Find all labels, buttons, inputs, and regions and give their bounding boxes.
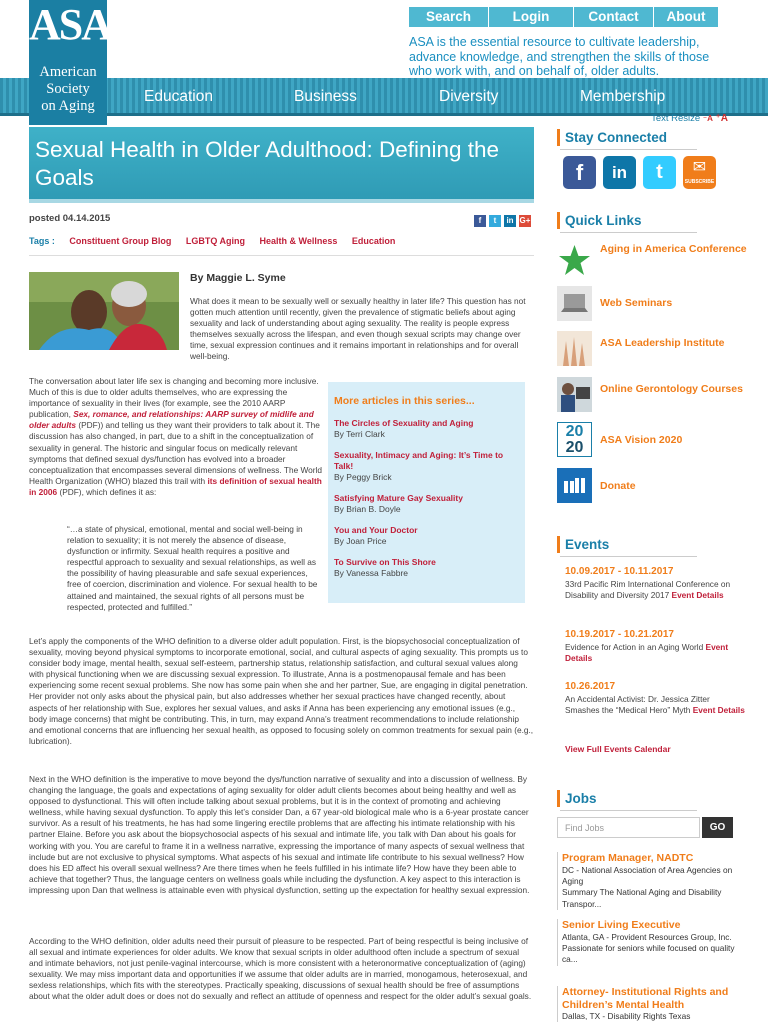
job-org: Atlanta, GA - Provident Resources Group, Inc. (562, 931, 732, 942)
series-article-link[interactable]: Sexuality, Intimacy and Aging: It’s Time to Talk! (334, 450, 504, 471)
author-byline: By Maggie L. Syme (190, 272, 286, 284)
article-intro: What does it mean to be sexually well or sexually healthy in later life? This question has not gotten much attention until recently, given the prevalence of stigmatic beliefs about aging sexuality and lack of understanding about aging sexuality. The reality is people express themselves sexually across the lifespan, and even though sexual scripts may change over time, sexual expression continues and it remains important in relationships and for overall well-being. (190, 296, 526, 361)
linkedin-icon[interactable]: in (603, 156, 636, 189)
series-article-author: By Joan Price (334, 536, 387, 546)
aarp-survey-link[interactable]: Sex, romance, and relationships: AARP survey of midlife and older adults (29, 409, 314, 431)
job-listing (557, 919, 747, 966)
site-header (0, 0, 768, 127)
event-item (565, 629, 745, 665)
tag-link[interactable]: Health & Wellness (259, 236, 338, 246)
article-paragraph: The conversation about later life sex is changing and becoming more inclusive. Much of this is due to older adults themselves, who are expressing the importance of sexuality in their lives (for example, see the 2010 AARP publication, Sex, romance, and relationships: AARP survey of midlife and older adults (PDF)) and telling us they want their providers to talk about it. The discussion has also changed, in part, due to a shift in the conceptualization of sexuality in general. The historic and singular focus on medically relevant symptoms that defined sexual dys/function has evolved into a broader conceptualization that encompasses several dimensions of wellness. The World Health Organization (WHO) blazed this trail with its definition of sexual health in 2006 (PDF), which defines it as: (29, 376, 323, 497)
text-resize-label: Text Resize (651, 113, 701, 124)
series-article-author: By Terri Clark (334, 429, 385, 439)
job-org: DC - National Association of Area Agencies on Aging (562, 864, 733, 886)
main-nav (0, 88, 768, 108)
login-link[interactable]: Login (489, 7, 574, 27)
quick-links-heading: Quick Links (557, 212, 697, 229)
events-heading: Events (557, 536, 697, 553)
nav-membership[interactable]: Membership (580, 88, 666, 105)
list-item (334, 557, 519, 579)
text-decrease-button[interactable]: ⁻A (702, 114, 713, 123)
divider (29, 255, 534, 256)
event-details-link[interactable]: Event Details (565, 641, 729, 663)
twitter-share-icon[interactable]: t (489, 215, 501, 227)
article-paragraph: Next in the WHO definition is the imperative to move beyond the dys/function narrative of sexuality and into a discussion of wellness. By changing the language, the goals and expectations of aging sexuality for older adult clients becomes about being healthy and well as opposed to dysfunctional. This will often include talking about sexual problems, but it is in the context of promoting and achieving wellness, while having sexual dysfunction. To apply this let’s consider Dan, a 67 year-old biological male who is a 6-year prostate cancer survivor. As a result of his treatments, he has had some lingering erectile problems that are affecting his intimate relationship with his partner Elaine. Before you ask about the biopsychosocial aspects of his sexual and intimate life, you talk with Dan about his goals for working with you. You are careful to frame it in a wellness narrative, expressing the importance of many aspects of sexual wellness that include but are not exclusive to physical symptoms. What aspects of his sexual and intimate life contribute to his sexual wellness? How does his ED affect his overall sexual wellness? Are there times when he feels fulfilled in his intimate life? How have they been able to achieve that together? Thus, the language centers on wellness goals while including the dysfunction. A key aspect to this interaction is impressing upon Dan that wellness is attainable even with physical dysfunction, setting up the expectation for healthy sexual expression. (29, 774, 530, 895)
logo-mark: ASA (29, 0, 112, 49)
series-article-author: By Brian B. Doyle (334, 504, 401, 514)
facebook-share-icon[interactable]: f (474, 215, 486, 227)
stay-connected-heading: Stay Connected (557, 129, 697, 146)
job-title-link[interactable]: Senior Living Executive (562, 919, 681, 931)
event-details-link[interactable]: Event Details (692, 705, 745, 715)
list-item (334, 493, 519, 515)
logo-line: on Aging (41, 98, 95, 114)
event-date: 10.26.2017 (565, 681, 616, 692)
article-photo (29, 272, 179, 350)
series-article-link[interactable]: The Circles of Sexuality and Aging (334, 418, 474, 428)
contact-link[interactable]: Contact (574, 7, 654, 27)
facebook-icon[interactable]: f (563, 156, 596, 189)
event-item (565, 681, 745, 717)
star-icon (557, 243, 592, 278)
jobs-go-button[interactable]: GO (702, 817, 733, 838)
page-title: Sexual Health in Older Adulthood: Defining the Goals (35, 137, 500, 190)
series-article-link[interactable]: You and Your Doctor (334, 525, 418, 535)
search-link[interactable]: Search (409, 7, 489, 27)
quick-link-online-gerontology[interactable]: Online Gerontology Courses (557, 377, 757, 413)
article-paragraph: According to the WHO definition, older adults need their pursuit of pleasure to be respected. Part of being respectful is being inclusive of all sexual and intimate experiences for older adults. We know that sexual scripts in older adulthood often include a spectrum of sexual and intimate behaviors, not just penile-vaginal intercourse, which is more consistent with a heteronormative conceptualization of (aging) sexuality. We may miss important data and opportunities if we assume that older adults are in married, monogamous, heterosexual, and sexless relationships, which fits with the stereotypes. Practically speaking, discussions of sexual health should be free of assumptions about what the older adult does or does not do sexually and reflect an attitude of openness and respect for the older adult’s sexual goals. (29, 936, 532, 1002)
tag-list (29, 236, 407, 246)
who-definition-link[interactable]: its definition of sexual health in 2006 (29, 475, 322, 497)
quick-link-vision-2020[interactable]: 20 20 ASA Vision 2020 (557, 422, 757, 458)
tags-label: Tags : (29, 236, 55, 246)
list-item (334, 418, 519, 440)
googleplus-share-icon[interactable]: G+ (519, 216, 531, 225)
find-jobs-input[interactable]: Find Jobs (557, 817, 700, 838)
article-paragraph: Let’s apply the components of the WHO definition to a diverse older adult population. First, is the biopsychosocial conceptualization of sexuality, moving beyond physical symptoms to incorporate emotional, social, and cultural aspects of aging sexuality. This prompts us to consider body image, mental health, sexual self-esteem, partnership status, relationship satisfaction, and cultural sexual values along with physical functioning when we are discussing sexual expression. To illustrate, Anna is a postmenopausal female and has been experiencing some recent sexual problems. She now has some pain when she and her partner, Sue, are engaging in digital penetration. Her provider not only asks about the physical pain, but also addresses whether her sexual practices have changed recently, about aspects of her relationship with Sue, explores her sexual values, and asks if Anna has been experiencing any emotional issues (e.g., body image concerns) that might be contributing. This, in turn, may expand Anna’s treatment recommendations to include relationship and emotional concerns that are influencing her sexual health, as opposed to focusing solely on common treatments for sexual pain (e.g., lubrication). (29, 636, 534, 746)
list-item (334, 450, 519, 483)
twitter-icon[interactable]: t (643, 156, 676, 189)
article-title-band (29, 127, 534, 203)
series-article-author: By Vanessa Fabbre (334, 568, 409, 578)
raised-hands-icon (557, 331, 592, 366)
event-item (565, 566, 745, 602)
event-title: 33rd Pacific Rim International Conference on Disability and Diversity 2017 (565, 578, 731, 600)
event-date: 10.09.2017 - 10.11.2017 (565, 566, 674, 577)
job-title-link[interactable]: Attorney- Institutional Rights and Children’s Mental Health (562, 986, 729, 1011)
linkedin-share-icon[interactable]: in (504, 215, 516, 227)
quick-link-donate[interactable]: Donate (557, 468, 757, 504)
job-summary: Summary The National Aging and Disability Transpor... (562, 887, 722, 909)
job-listing (557, 986, 747, 1022)
computer-user-icon (557, 377, 592, 412)
utility-nav (409, 7, 719, 29)
tag-link[interactable]: Education (351, 236, 396, 246)
about-link[interactable]: About (654, 7, 719, 27)
nav-education[interactable]: Education (144, 88, 213, 105)
event-details-link[interactable]: Event Details (671, 590, 724, 600)
share-buttons (474, 215, 531, 227)
subscribe-icon[interactable]: ✉ SUBSCRIBE (683, 156, 716, 189)
logo-line: Society (46, 81, 90, 97)
quick-link-web-seminars[interactable]: Web Seminars (557, 286, 757, 322)
jobs-heading: Jobs (557, 790, 697, 807)
event-date: 10.19.2017 - 10.21.2017 (565, 629, 674, 640)
job-summary: Passionate for seniors while focused on quality ca... (562, 942, 735, 965)
tag-link[interactable]: LGBTQ Aging (185, 236, 246, 246)
nav-diversity[interactable]: Diversity (439, 88, 499, 105)
job-title-link[interactable]: Program Manager, NADTC (562, 852, 694, 864)
logo-line: American (39, 64, 97, 80)
series-article-link[interactable]: Satisfying Mature Gay Sexuality (334, 493, 463, 503)
text-resize (651, 113, 728, 124)
post-date: posted 04.14.2015 (29, 213, 111, 224)
gift-icon (557, 468, 592, 503)
vision-2020-badge: 20 20 (557, 422, 592, 457)
tag-link[interactable]: Constituent Group Blog (69, 236, 172, 246)
series-article-author: By Peggy Brick (334, 472, 392, 482)
series-article-link[interactable]: To Survive on This Shore (334, 557, 436, 567)
event-title: Evidence for Action in an Aging World (565, 641, 704, 652)
laptop-icon (557, 286, 592, 321)
text-increase-button[interactable]: ⁺A (715, 113, 728, 124)
job-org: Dallas, TX - Disability Rights Texas (562, 1011, 691, 1021)
job-listing (557, 852, 747, 910)
quick-link-leadership-institute[interactable]: ASA Leadership Institute (557, 331, 757, 367)
more-articles-box (328, 382, 525, 603)
event-title: An Accidental Activist: Dr. Jessica Zitter Smashes the “Medical Hero” Myth (565, 693, 710, 715)
list-item (334, 525, 519, 547)
view-events-calendar-link[interactable]: View Full Events Calendar (565, 744, 671, 754)
quick-link-aging-in-america[interactable]: Aging in America Conference (557, 243, 757, 279)
site-tagline: ASA is the essential resource to cultivate leadership, advance knowledge, and strengthen the skills of those who work with, and on behalf of, older adults. (409, 35, 710, 78)
who-quote: “…a state of physical, emotional, mental and social well-being in relation to sexuality; it is not merely the absence of disease, dysfunction or infirmity. Sexual health requires a positive and respectful approach to sexuality and sexual relationships, as well as the possibility of having pleasurable and safe sexual experiences, free of coercion, discrimination and violence. For sexual health to be attained and maintained, the sexual rights of all persons must be respected, protected and fulfilled.” (67, 524, 318, 612)
nav-business[interactable]: Business (294, 88, 357, 105)
more-articles-heading: More articles in this series... (334, 395, 475, 407)
